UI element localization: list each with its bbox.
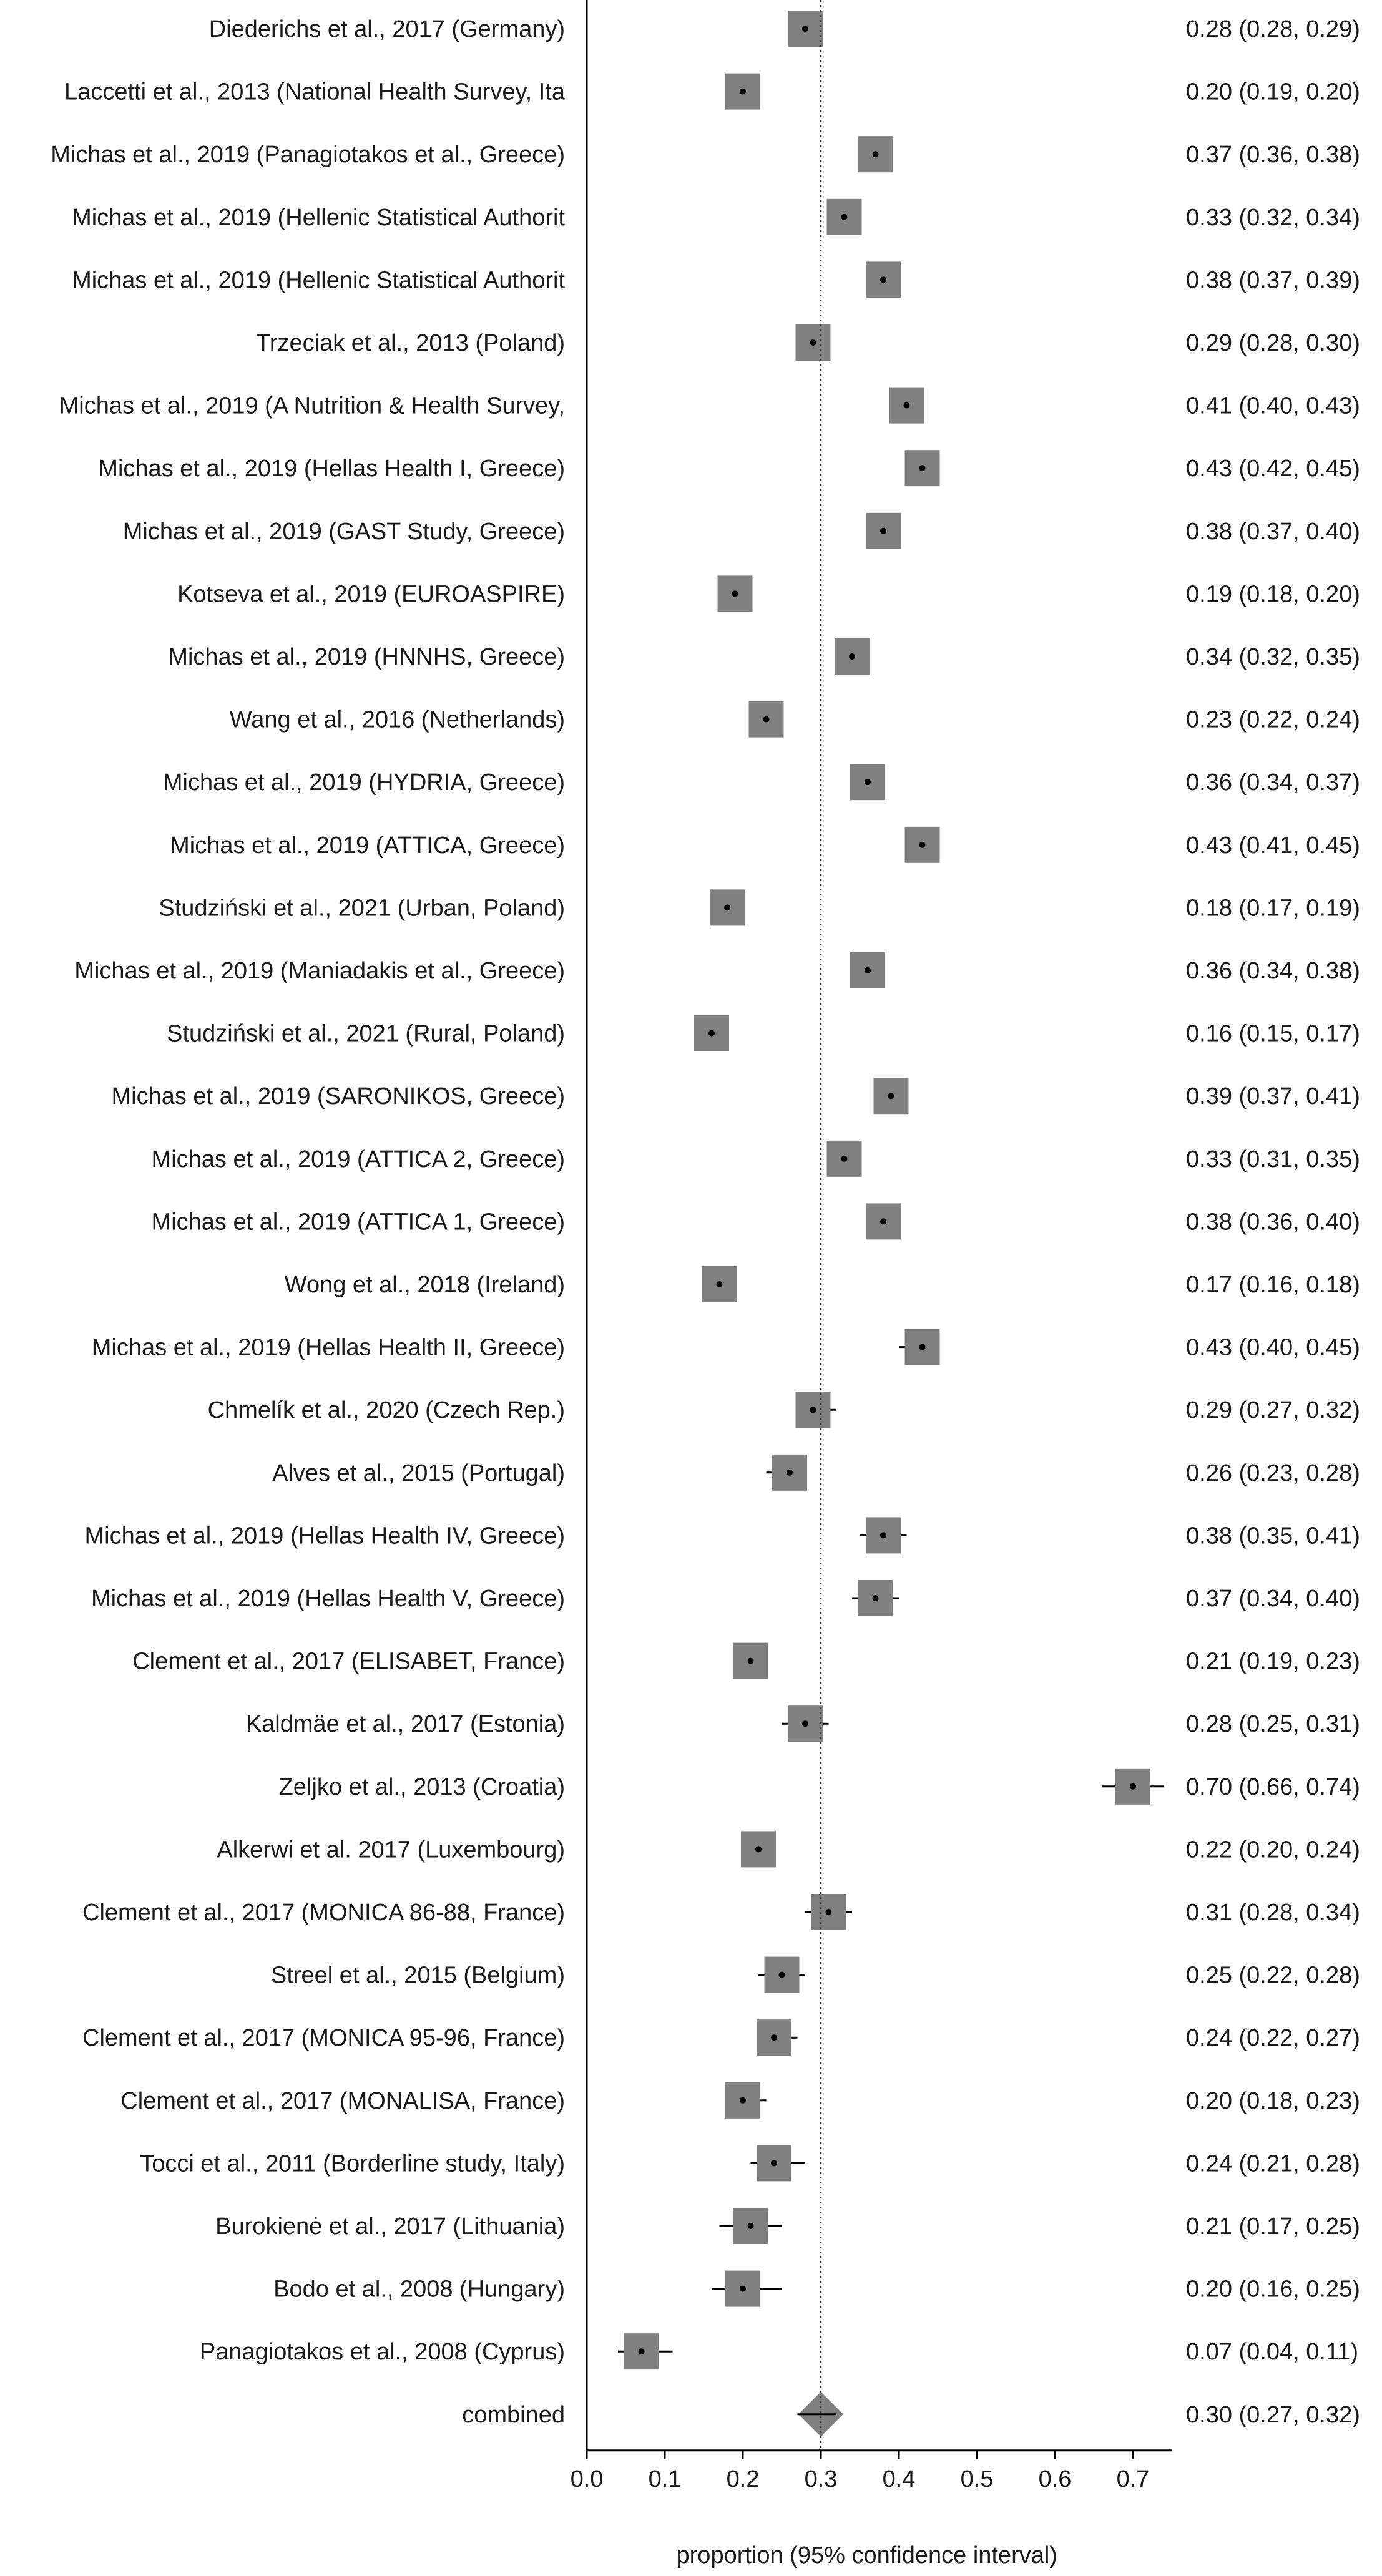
study-row — [84, 1517, 1360, 1553]
study-row — [208, 1392, 1360, 1428]
point-estimate — [717, 1281, 723, 1287]
ci-label: 0.33 (0.31, 0.35) — [1186, 1146, 1360, 1173]
ci-label: 0.18 (0.17, 0.19) — [1186, 895, 1360, 922]
point-estimate — [919, 842, 926, 848]
study-row — [152, 1141, 1360, 1177]
study-row — [163, 764, 1360, 800]
ci-label: 0.33 (0.32, 0.34) — [1186, 204, 1360, 231]
study-label: Streel et al., 2015 (Belgium) — [270, 1962, 565, 1989]
point-estimate — [639, 2348, 645, 2354]
study-rows — [51, 11, 1360, 2437]
ci-label: 0.37 (0.36, 0.38) — [1186, 142, 1360, 168]
ci-label: 0.36 (0.34, 0.37) — [1186, 769, 1360, 796]
study-row — [72, 199, 1360, 235]
study-label: Michas et al., 2019 (SARONIKOS, Greece) — [111, 1083, 565, 1110]
study-row — [230, 701, 1360, 738]
study-row — [246, 1705, 1360, 1742]
study-row — [200, 2333, 1358, 2369]
x-tick-label: 0.2 — [726, 2466, 760, 2492]
point-estimate — [865, 779, 871, 785]
study-label: Michas et al., 2019 (Hellenic Statistical Authorit — [72, 267, 565, 294]
point-estimate — [888, 1093, 894, 1099]
point-estimate — [841, 214, 848, 220]
study-row — [74, 952, 1360, 988]
x-tick-label: 0.6 — [1038, 2466, 1072, 2492]
point-estimate — [708, 1030, 715, 1037]
study-label: Michas et al., 2019 (Hellas Health IV, Greece) — [84, 1523, 565, 1549]
study-row — [177, 575, 1360, 612]
ci-label: 0.31 (0.28, 0.34) — [1186, 1900, 1360, 1926]
study-row — [170, 827, 1360, 863]
study-label: Zeljko et al., 2013 (Croatia) — [278, 1773, 565, 1800]
study-label: Michas et al., 2019 (Panagiotakos et al., Greece) — [51, 142, 565, 168]
ci-label: 0.20 (0.19, 0.20) — [1186, 79, 1360, 105]
study-label: Alkerwi et al. 2017 (Luxembourg) — [217, 1837, 565, 1863]
ci-label: 0.16 (0.15, 0.17) — [1186, 1020, 1360, 1047]
study-row — [91, 1580, 1360, 1616]
point-estimate — [779, 1972, 785, 1978]
ci-label: 0.21 (0.17, 0.25) — [1186, 2213, 1360, 2240]
point-estimate — [787, 1470, 793, 1476]
point-estimate — [1130, 1783, 1136, 1790]
study-row — [92, 1329, 1360, 1365]
ci-label: 0.34 (0.32, 0.35) — [1186, 644, 1360, 670]
study-row — [112, 1078, 1360, 1114]
point-estimate — [740, 89, 746, 95]
ci-label: 0.70 (0.66, 0.74) — [1186, 1773, 1360, 1800]
ci-label: 0.25 (0.22, 0.28) — [1186, 1962, 1360, 1989]
ci-label: 0.20 (0.18, 0.23) — [1186, 2087, 1360, 2114]
study-row — [152, 1203, 1360, 1239]
study-row — [82, 2019, 1360, 2056]
study-label: Wong et al., 2018 (Ireland) — [284, 1272, 565, 1298]
study-label: Chmelík et al., 2020 (Czech Rep.) — [207, 1397, 565, 1424]
study-label: Burokienė et al., 2017 (Lithuania) — [215, 2213, 565, 2240]
ci-label: 0.26 (0.23, 0.28) — [1186, 1460, 1360, 1486]
ci-label: 0.39 (0.37, 0.41) — [1186, 1083, 1360, 1110]
study-row — [72, 261, 1360, 298]
study-row — [132, 1643, 1360, 1679]
study-label: Kaldmäe et al., 2017 (Estonia) — [245, 1711, 565, 1738]
study-label: Diederichs et al., 2017 (Germany) — [208, 16, 565, 42]
point-estimate — [732, 590, 738, 597]
x-tick-label: 0.5 — [960, 2466, 994, 2492]
ci-label: 0.24 (0.21, 0.28) — [1186, 2150, 1360, 2177]
x-tick-label: 0.7 — [1116, 2466, 1150, 2492]
ci-label: 0.24 (0.22, 0.27) — [1186, 2025, 1360, 2052]
ci-label: 0.38 (0.36, 0.40) — [1186, 1209, 1360, 1236]
x-axis-title: proportion (95% confidence interval) — [676, 2542, 1057, 2569]
ci-label: 0.29 (0.28, 0.30) — [1186, 330, 1360, 356]
point-estimate — [763, 716, 770, 723]
study-label: Michas et al., 2019 (HYDRIA, Greece) — [162, 769, 565, 796]
study-label: Michas et al., 2019 (Maniadakis et al., Greece) — [74, 958, 565, 984]
study-label: Michas et al., 2019 (Hellas Health V, Greece) — [91, 1586, 565, 1612]
point-estimate — [919, 465, 926, 471]
combined-label: combined — [462, 2401, 565, 2428]
ci-label: 0.07 (0.04, 0.11) — [1186, 2339, 1359, 2366]
ci-label: 0.43 (0.41, 0.45) — [1186, 832, 1360, 859]
study-label: Kotseva et al., 2019 (EUROASPIRE) — [177, 581, 565, 608]
study-label: Michas et al., 2019 (ATTICA, Greece) — [170, 832, 565, 859]
x-tick-label: 0.1 — [648, 2466, 682, 2492]
ci-label: 0.29 (0.27, 0.32) — [1186, 1397, 1360, 1424]
point-estimate — [802, 1720, 808, 1727]
x-tick-label: 0.4 — [882, 2466, 916, 2492]
point-estimate — [873, 1595, 879, 1601]
study-label: Alves et al., 2015 (Portugal) — [272, 1460, 565, 1486]
point-estimate — [771, 2160, 777, 2166]
study-label: Michas et al., 2019 (A Nutrition & Health Survey, — [59, 393, 565, 419]
point-estimate — [810, 339, 816, 346]
point-estimate — [724, 904, 730, 910]
ci-label: 0.37 (0.34, 0.40) — [1186, 1586, 1360, 1612]
x-axis — [571, 0, 1172, 2492]
study-label: Michas et al., 2019 (GAST Study, Greece) — [122, 518, 565, 545]
ci-label: 0.38 (0.37, 0.40) — [1186, 518, 1360, 545]
ci-label: 0.43 (0.40, 0.45) — [1186, 1334, 1360, 1361]
combined-ci-label: 0.30 (0.27, 0.32) — [1186, 2401, 1360, 2428]
study-row — [59, 388, 1360, 424]
ci-label: 0.17 (0.16, 0.18) — [1186, 1272, 1360, 1298]
study-label: Michas et al., 2019 (Hellenic Statistical Authorit — [72, 204, 565, 231]
study-label: Michas et al., 2019 (Hellas Health I, Greece) — [98, 456, 565, 482]
study-row — [209, 11, 1360, 47]
ci-label: 0.22 (0.20, 0.24) — [1186, 1837, 1360, 1863]
study-row — [273, 2271, 1360, 2307]
point-estimate — [873, 151, 879, 157]
ci-label: 0.43 (0.42, 0.45) — [1186, 456, 1360, 482]
point-estimate — [826, 1909, 832, 1915]
study-row — [140, 2145, 1360, 2181]
study-label: Bodo et al., 2008 (Hungary) — [273, 2276, 565, 2303]
study-label: Studziński et al., 2021 (Rural, Poland) — [167, 1020, 565, 1047]
point-estimate — [849, 653, 855, 660]
study-label: Panagiotakos et al., 2008 (Cyprus) — [199, 2339, 565, 2366]
study-label: Michas et al., 2019 (Hellas Health II, Greece) — [91, 1334, 565, 1361]
study-label: Wang et al., 2016 (Netherlands) — [229, 706, 565, 733]
x-tick-label: 0.0 — [570, 2466, 604, 2492]
point-estimate — [740, 2097, 746, 2104]
study-label: Michas et al., 2019 (ATTICA 1, Greece) — [151, 1209, 565, 1236]
study-label: Michas et al., 2019 (ATTICA 2, Greece) — [151, 1146, 565, 1173]
study-row — [120, 2082, 1360, 2119]
study-row — [167, 1015, 1360, 1051]
study-row — [272, 1455, 1360, 1491]
combined-row — [462, 2392, 1360, 2437]
study-label: Laccetti et al., 2013 (National Health Survey, Ita — [64, 79, 565, 105]
ci-label: 0.21 (0.19, 0.23) — [1186, 1648, 1360, 1675]
point-estimate — [880, 1218, 886, 1224]
point-estimate — [865, 967, 871, 973]
ci-label: 0.23 (0.22, 0.24) — [1186, 706, 1360, 733]
ci-label: 0.20 (0.16, 0.25) — [1186, 2276, 1360, 2303]
study-row — [51, 136, 1360, 172]
ci-label: 0.38 (0.35, 0.41) — [1186, 1523, 1360, 1549]
study-row — [159, 889, 1360, 925]
study-row — [279, 1769, 1360, 1805]
study-label: Studziński et al., 2021 (Urban, Poland) — [159, 895, 565, 922]
study-label: Clement et al., 2017 (MONICA 86-88, France) — [82, 1900, 565, 1926]
point-estimate — [880, 528, 886, 534]
point-estimate — [802, 26, 808, 32]
ci-label: 0.36 (0.34, 0.38) — [1186, 958, 1360, 984]
point-estimate — [755, 1846, 762, 1852]
ci-label: 0.28 (0.28, 0.29) — [1186, 16, 1360, 42]
study-row — [256, 324, 1360, 361]
ci-label: 0.38 (0.37, 0.39) — [1186, 267, 1360, 294]
study-label: Tocci et al., 2011 (Borderline study, Italy) — [140, 2150, 565, 2177]
point-estimate — [748, 1658, 754, 1664]
point-estimate — [880, 276, 886, 283]
study-row — [168, 638, 1360, 675]
point-estimate — [904, 402, 910, 409]
study-row — [285, 1266, 1360, 1302]
study-row — [271, 1957, 1360, 1993]
study-label: Clement et al., 2017 (MONICA 95-96, France) — [82, 2025, 565, 2052]
study-row — [123, 513, 1360, 549]
study-row — [64, 74, 1360, 110]
point-estimate — [748, 2223, 754, 2229]
x-tick-label: 0.3 — [804, 2466, 838, 2492]
study-row — [215, 2208, 1360, 2244]
point-estimate — [771, 2034, 777, 2041]
study-label: Clement et al., 2017 (MONALISA, France) — [120, 2087, 565, 2114]
point-estimate — [810, 1407, 816, 1413]
ci-label: 0.19 (0.18, 0.20) — [1186, 581, 1360, 608]
point-estimate — [841, 1156, 848, 1162]
study-row — [82, 1894, 1360, 1930]
study-label: Michas et al., 2019 (HNNHS, Greece) — [168, 644, 565, 670]
study-label: Trzeciak et al., 2013 (Poland) — [256, 330, 565, 356]
study-label: Clement et al., 2017 (ELISABET, France) — [132, 1648, 565, 1675]
point-estimate — [740, 2286, 746, 2292]
study-row — [217, 1831, 1360, 1867]
point-estimate — [919, 1344, 926, 1350]
point-estimate — [880, 1532, 886, 1538]
ci-label: 0.28 (0.25, 0.31) — [1186, 1711, 1360, 1738]
study-row — [98, 450, 1360, 486]
ci-label: 0.41 (0.40, 0.43) — [1186, 393, 1360, 419]
